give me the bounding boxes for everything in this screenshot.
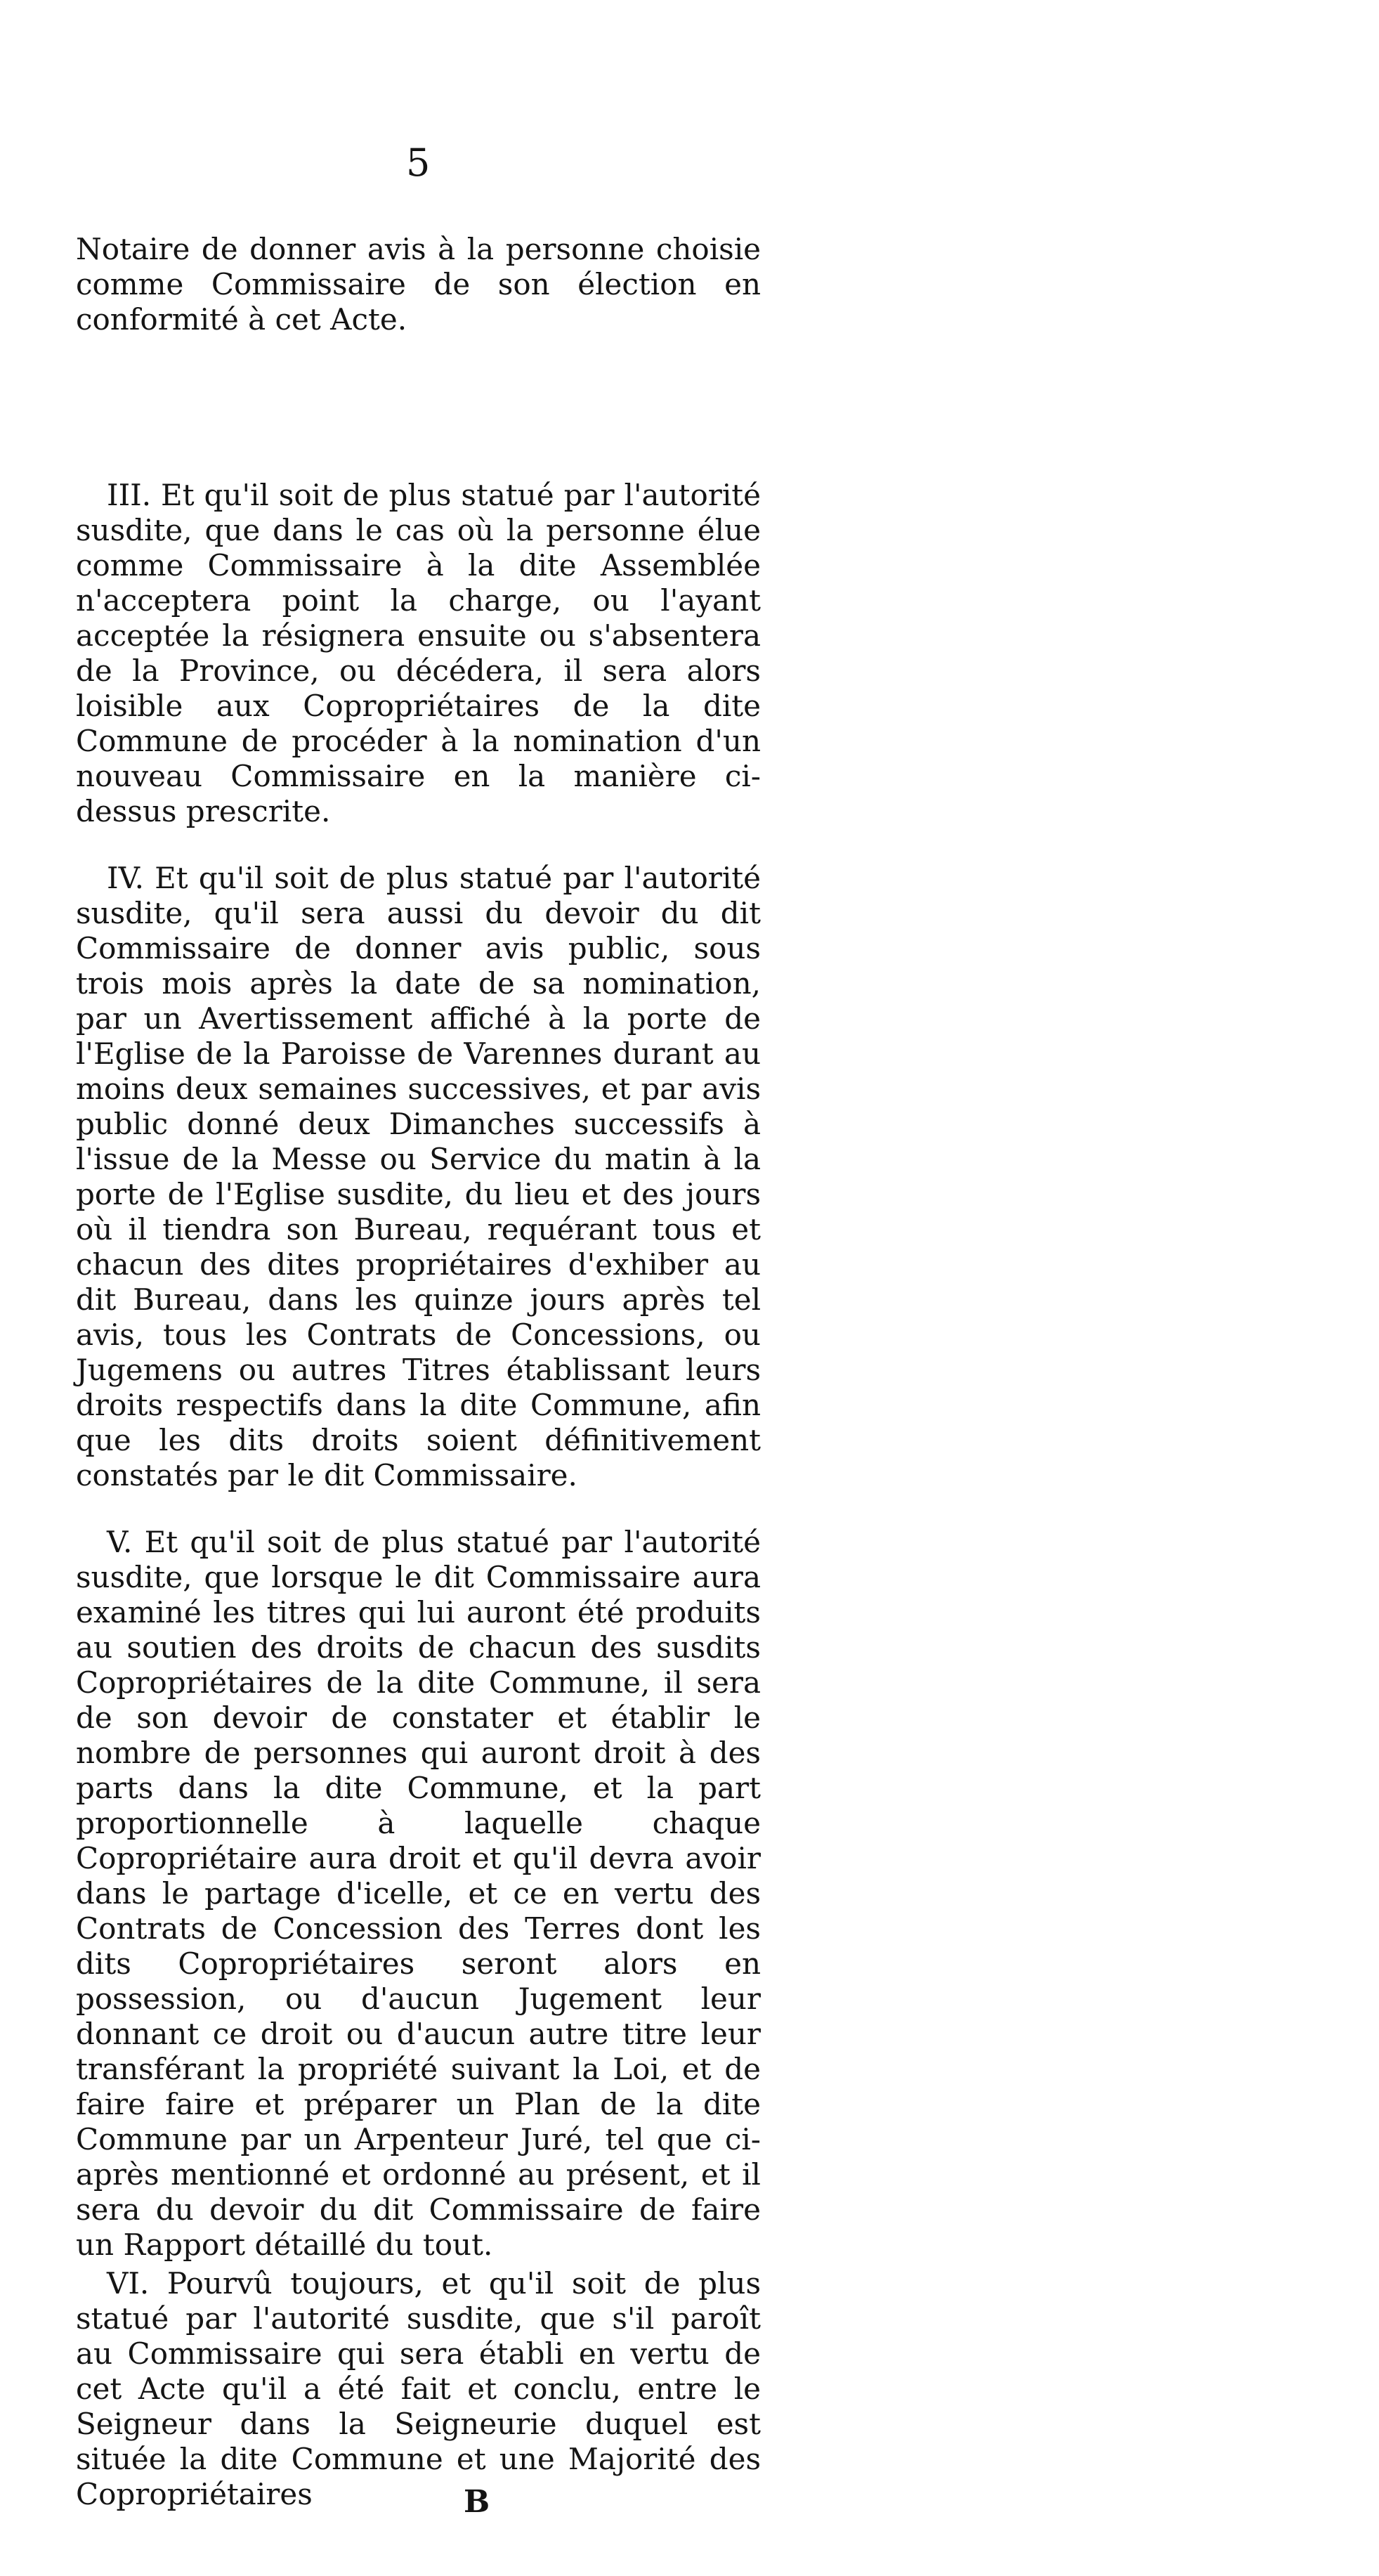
paragraph-iv: IV. Et qu'il soit de plus statué par l'autorité susdite, qu'il sera aussi du devoir du dit Commissaire de donner avis public, sous trois mois après la date de sa nomination, par un Avertissement affiché à la porte de l'Eglise de la Paroisse de Varennes durant au moins deux semaines successives, et par avis public donné deux Dimanches successifs à l'issue de la Messe ou Service du matin à la porte de l'Eglise susdite, du lieu et des jours où il tiendra son Bureau, requérant tous et chacun des dites propriétaires d'exhiber au dit Bureau, dans les quinze jours après tel avis, tous les Contrats de Concessions, ou Jugemens ou autres Titres établissant leurs droits respectifs dans la dite Commune, afin que les dits droits soient définitivement constatés par le dit Commissaire. [76,861,761,1492]
paragraph-v: V. Et qu'il soit de plus statué par l'autorité susdite, que lorsque le dit Commissaire aura examiné les titres qui lui auront été produits au soutien des droits de chacun des susdits Copropriétaires de la dite Commune, il sera de son devoir de constater et établir le nombre de personnes qui auront droit à des parts dans la dite Commune, et la part proportionnelle à laquelle chaque Copropriétaire aura droit et qu'il devra avoir dans le partage d'icelle, et ce en vertu des Contrats de Concession des Terres dont les dits Copropriétaires seront alors en possession, ou d'aucun Jugement leur donnant ce droit ou d'aucun autre titre leur transférant la propriété suivant la Loi, et de faire faire et préparer un Plan de la dite Commune par un Arpenteur Juré, tel que ci-après mentionné et ordonné au présent, et il sera du devoir du dit Commissaire de faire un Rapport détaillé du tout. [76,1525,761,2262]
paragraph-intro: Notaire de donner avis à la personne choisie comme Commissaire de son élection en conformité à cet Acte. [76,232,761,337]
paragraph-intro-block [76,232,761,337]
paragraph-iii: III. Et qu'il soit de plus statué par l'autorité susdite, que dans le cas où la personne élue comme Commissaire à la dite Assemblée n'acceptera point la charge, ou l'ayant acceptée la résignera ensuite ou s'absentera de la Province, ou décédera, il sera alors loisible aux Copropriétaires de la dite Commune de procéder à la nomination d'un nouveau Commissaire en la manière ci-dessus prescrite. [76,478,761,828]
page-number: 5 [406,141,431,185]
paragraph-iv-block [76,861,761,1493]
paragraph-vi-block [76,2266,761,2512]
paragraph-vi: VI. Pourvû toujours, et qu'il soit de plus statué par l'autorité susdite, que s'il paroît au Commissaire qui sera établi en vertu de cet Acte qu'il a été fait et conclu, entre le Seigneur dans la Seigneurie duquel est située la dite Commune et une Majorité des Copropriétaires [76,2266,761,2511]
signature-mark: B [464,2484,490,2520]
paragraph-v-block [76,1525,761,2263]
paragraph-iii-block [76,478,761,829]
